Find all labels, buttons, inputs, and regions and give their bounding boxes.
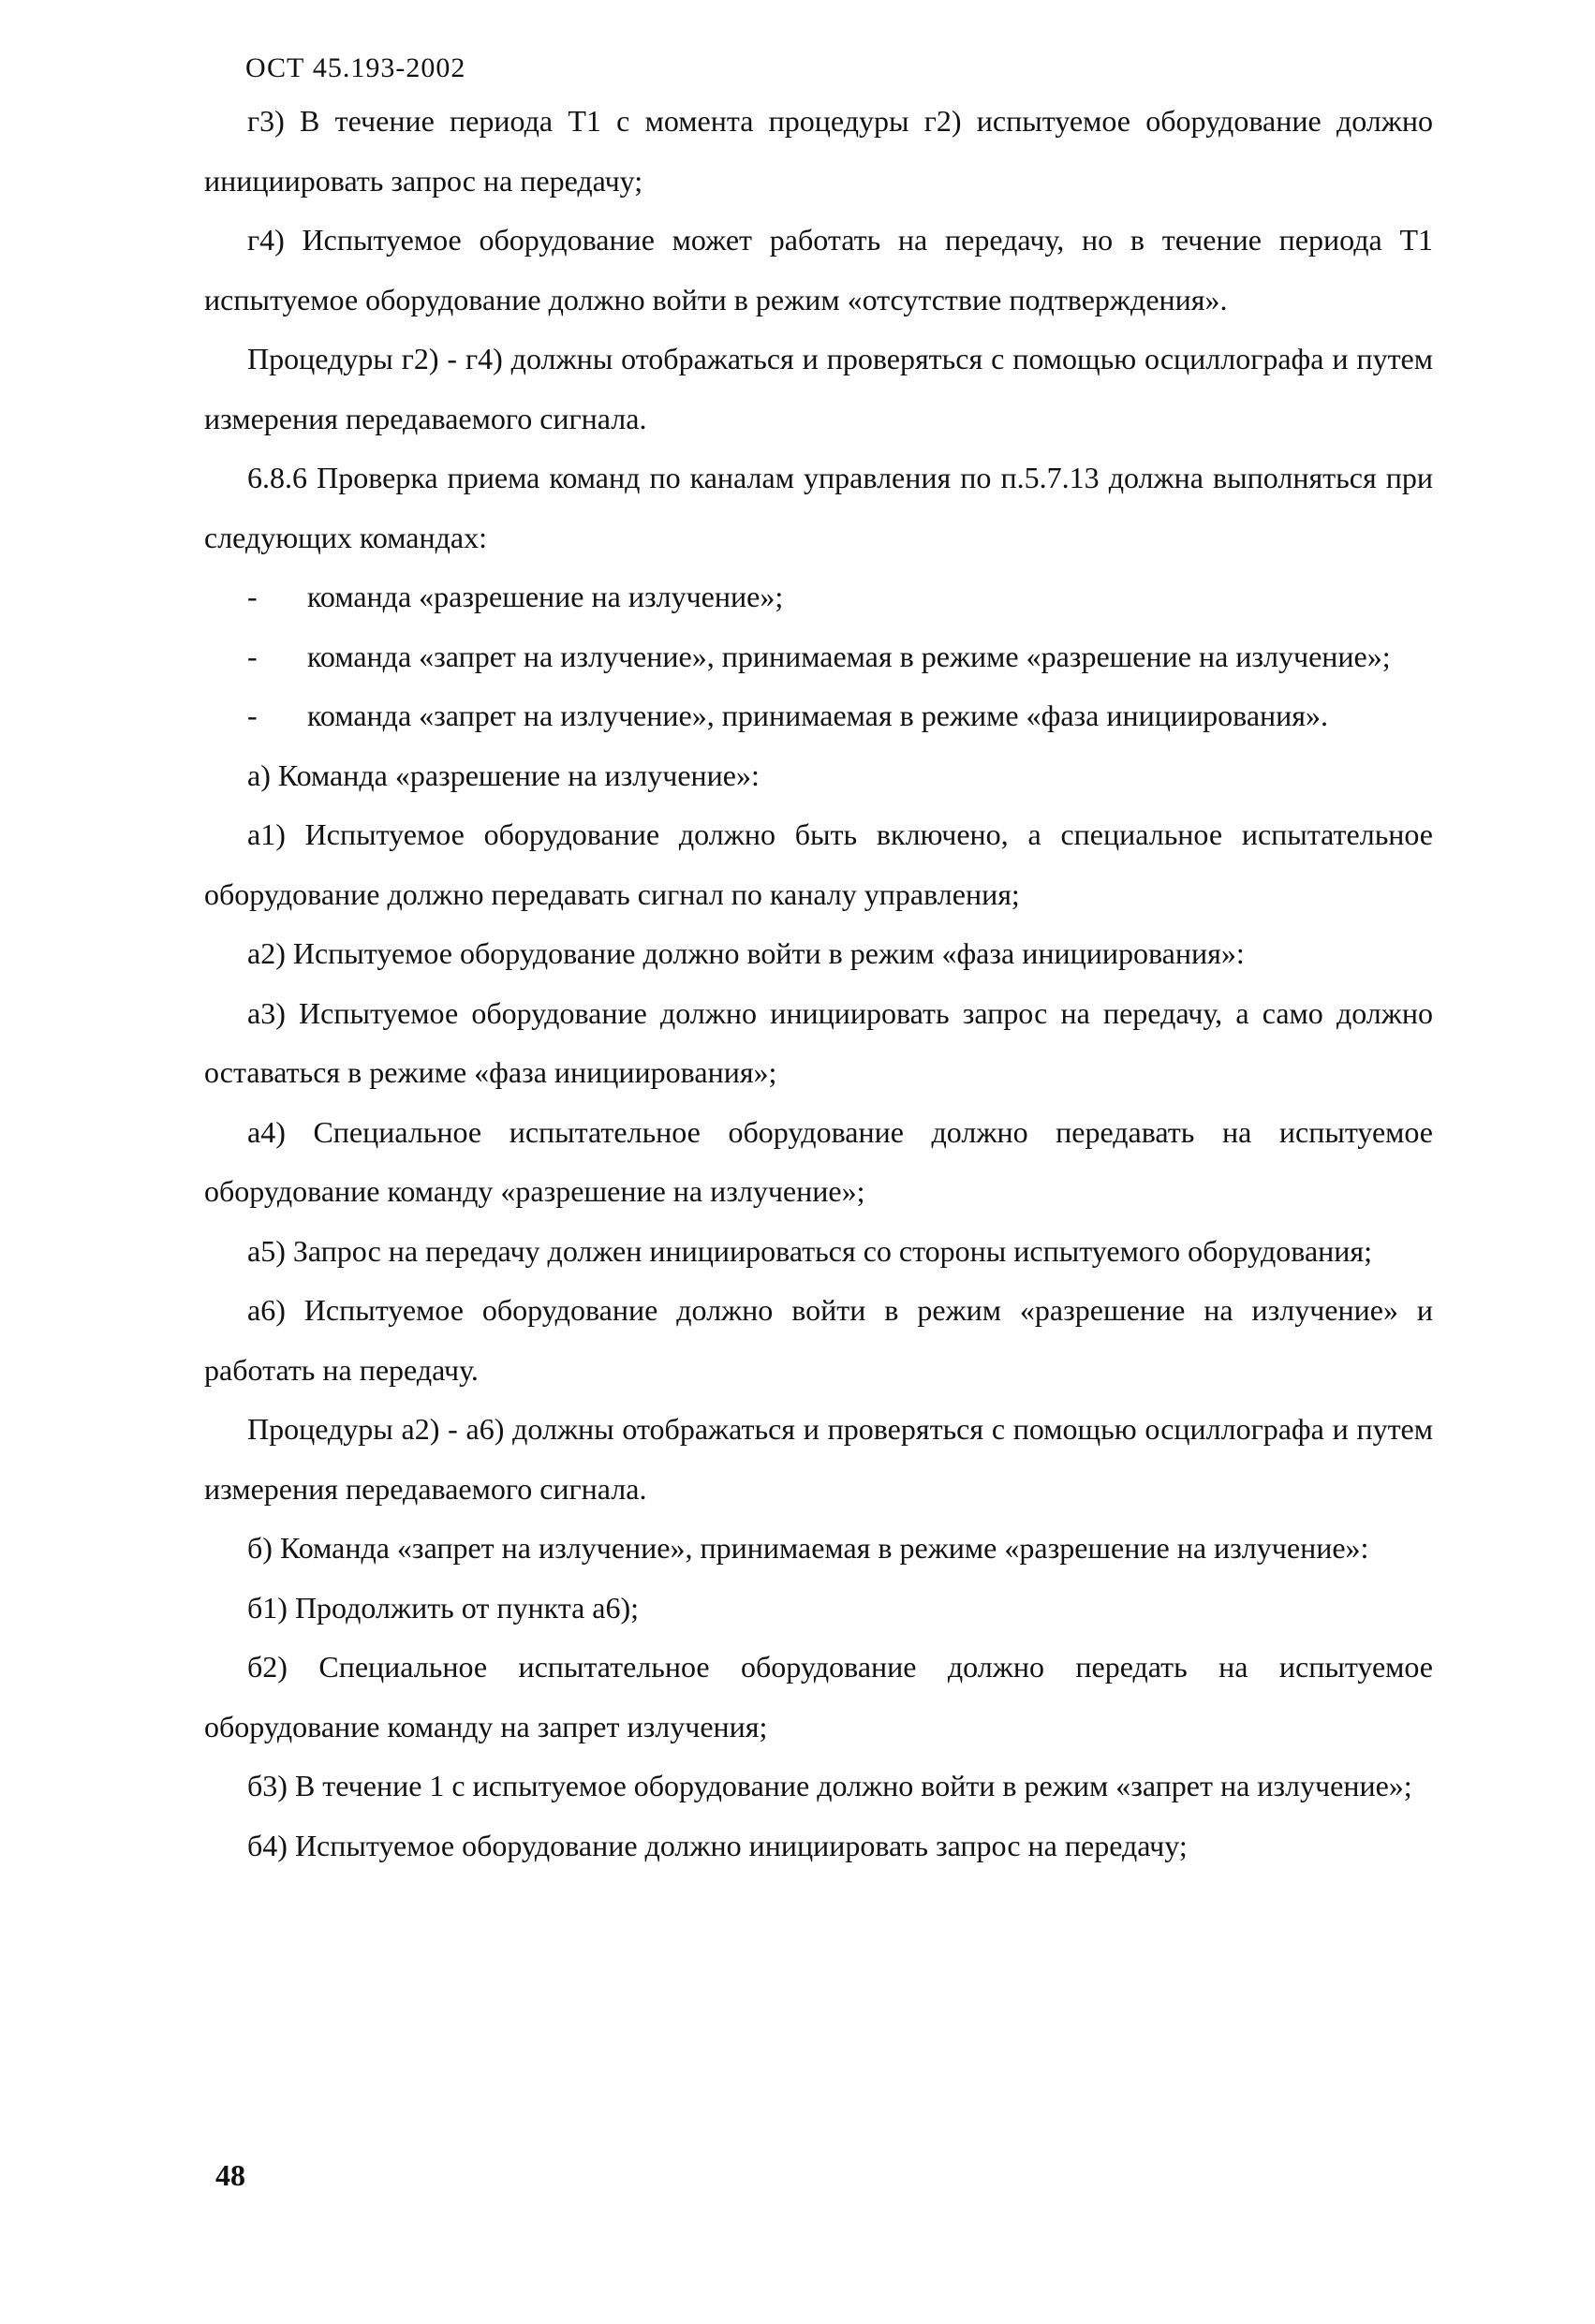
bullet-text: команда «запрет на излучение», принимаемая в режиме «фаза инициирования».: [307, 699, 1328, 732]
bullet-text: команда «разрешение на излучение»;: [307, 580, 784, 613]
paragraph: а1) Испытуемое оборудование должно быть включено, а специальное испытательное оборудование должно передавать сигнал по каналу управления;: [204, 817, 1433, 911]
paragraph: а4) Специальное испытательное оборудование должно передавать на испытуемое оборудование команду «разрешение на излучение»;: [204, 1114, 1433, 1208]
page-number: 48: [215, 2158, 245, 2192]
bullet-list-item: [204, 686, 1433, 746]
paragraph: б) Команда «запрет на излучение», принимаемая в режиме «разрешение на излучение»:: [247, 1531, 1369, 1565]
paragraph: а5) Запрос на передачу должен инициироваться со стороны испытуемого оборудования;: [247, 1233, 1373, 1268]
bullet-list-item: [204, 567, 1433, 627]
paragraph: б1) Продолжить от пункта а6);: [247, 1590, 640, 1625]
bullet-text: команда «запрет на излучение», принимаемая в режиме «разрешение на излучение»;: [307, 639, 1391, 673]
document-body: [204, 92, 1433, 1875]
paragraph: б2) Специальное испытательное оборудование должно передать на испытуемое оборудование команду на запрет излучения;: [204, 1650, 1433, 1743]
paragraph: 6.8.6 Проверка приема команд по каналам управления по п.5.7.13 должна выполняться при следующих командах:: [204, 461, 1433, 554]
paragraph: г4) Испытуемое оборудование может работать на передачу, но в течение периода Т1 испытуемое оборудование должно войти в режим «отсутствие подтверждения».: [204, 223, 1433, 316]
paragraph: а6) Испытуемое оборудование должно войти в режим «разрешение на излучение» и работать на передачу.: [204, 1293, 1433, 1387]
paragraph: Процедуры а2) - а6) должны отображаться и проверяться с помощью осциллографа и путем измерения передаваемого сигнала.: [204, 1412, 1433, 1506]
bullet-dash: -: [247, 639, 258, 673]
paragraph: а3) Испытуемое оборудование должно инициировать запрос на передачу, а само должно оставаться в режиме «фаза инициирования»;: [204, 995, 1433, 1089]
paragraph: б4) Испытуемое оборудование должно инициировать запрос на передачу;: [247, 1828, 1188, 1862]
paragraph: а) Команда «разрешение на излучение»:: [247, 758, 760, 792]
paragraph: б3) В течение 1 с испытуемое оборудование должно войти в режим «запрет на излучение»;: [247, 1769, 1412, 1802]
paragraph: а2) Испытуемое оборудование должно войти в режим «фаза инициирования»:: [247, 936, 1245, 970]
document-code-header: ОСТ 45.193-2002: [245, 52, 466, 83]
bullet-dash: -: [247, 580, 258, 613]
paragraph: г3) В течение периода Т1 с момента процедуры г2) испытуемое оборудование должно инициировать запрос на передачу;: [204, 104, 1433, 198]
paragraph: Процедуры г2) - г4) должны отображаться и проверяться с помощью осциллографа и путем измерения передаваемого сигнала.: [204, 342, 1433, 435]
bullet-list-item: [204, 627, 1433, 687]
bullet-dash: -: [247, 699, 258, 732]
